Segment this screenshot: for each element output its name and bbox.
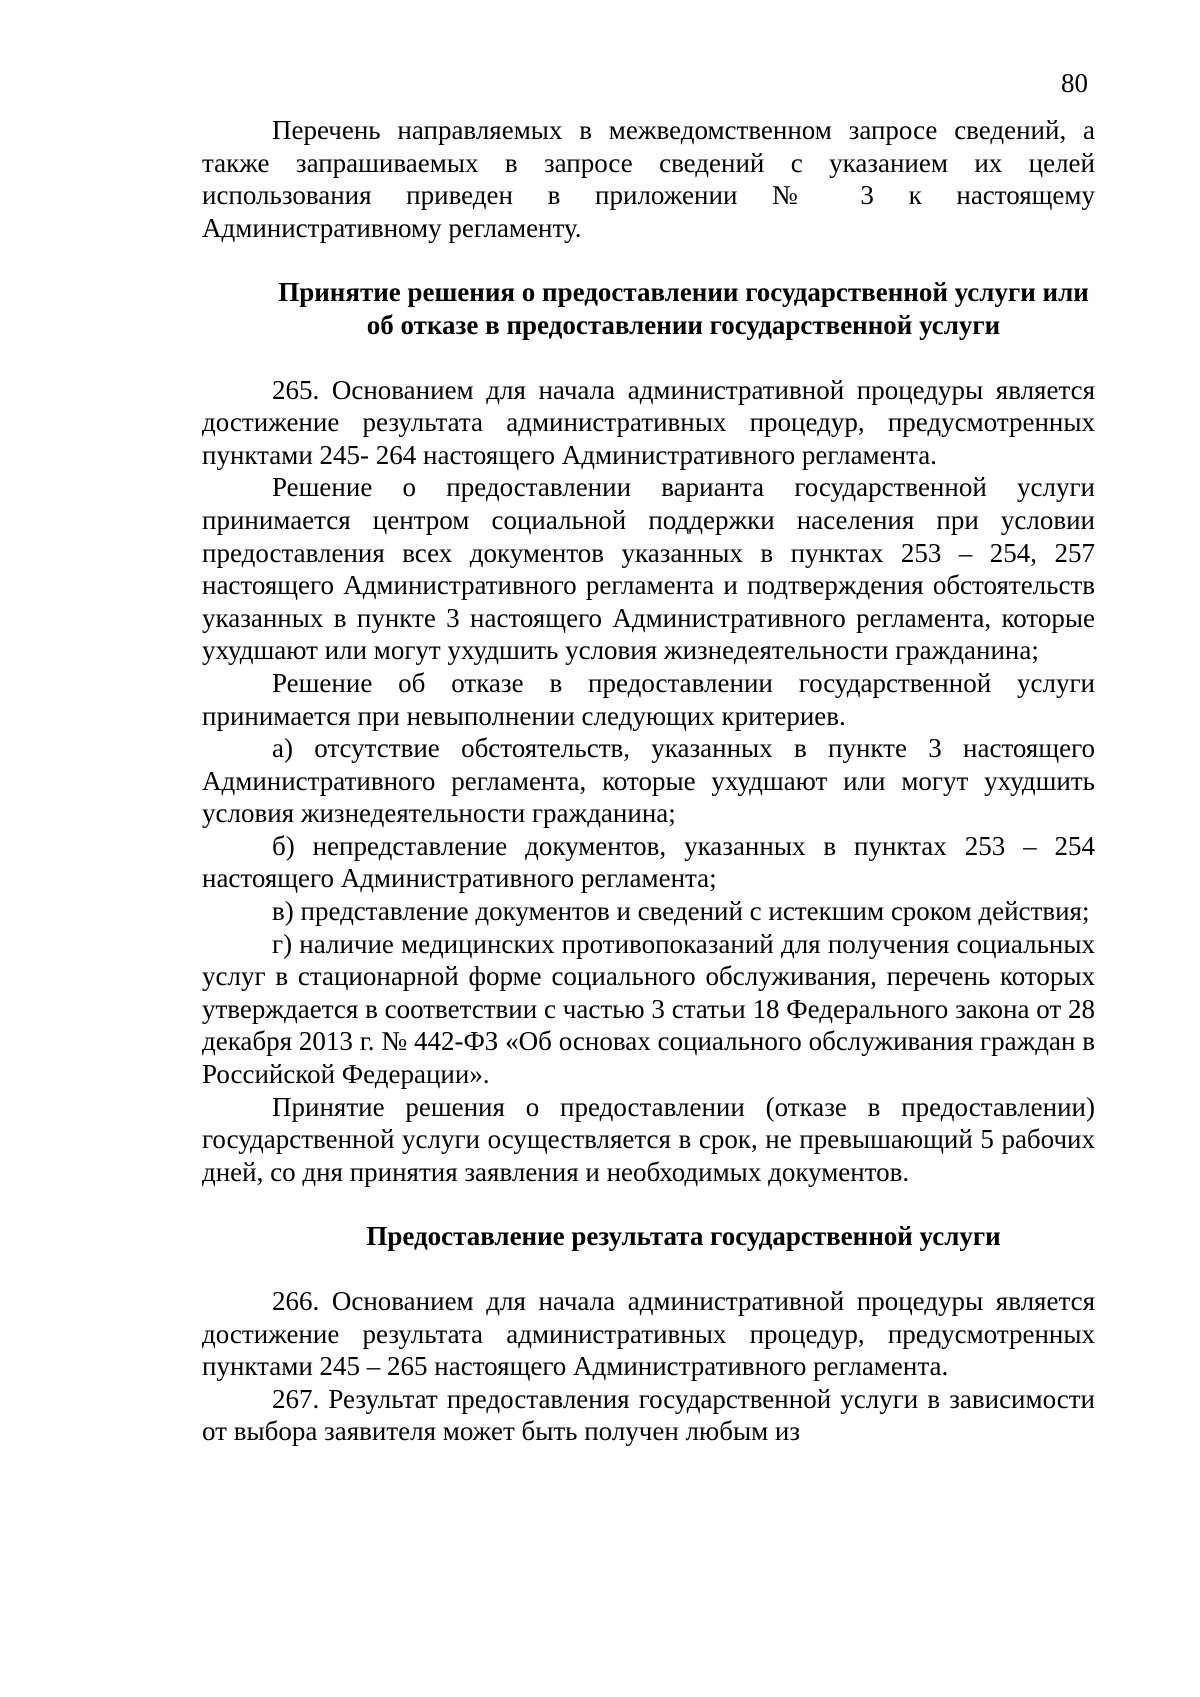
criterion-v: в) представление документов и сведений с истекшим сроком действия; (272, 896, 1090, 927)
criterion-g: г) наличие медицинских противопоказаний для получения социальных услуг в стационарной форме социального обслуживания, перечень которых утверждается в соответствии с частью 3 статьи 18 Федерального закона от 28 декабря 2013 г. № 442-ФЗ «Об основах социального обслуживания граждан в Российской Федерации». (202, 928, 1095, 1090)
criterion-b: б) непредставление документов, указанных в пунктах 253 – 254 настоящего Административного регламента; (202, 830, 1095, 894)
section-heading-decision: Принятие решения о предоставлении государственной услуги или об отказе в предоставлении государственной услуги (278, 277, 1089, 340)
paragraph-265: 265. Основанием для начала административной процедуры является достижение результата административных процедур, предусмотренных пунктами 245- 264 настоящего Административного регламента. (202, 374, 1095, 470)
criterion-a: а) отсутствие обстоятельств, указанных в пункте 3 настоящего Административного регламента, которые ухудшают или могут ухудшить условия жизнедеятельности гражданина; (202, 733, 1095, 829)
paragraph-267: 267. Результат предоставления государственной услуги в зависимости от выбора заявителя может быть получен любым из (202, 1383, 1095, 1447)
intro-paragraph: Перечень направляемых в межведомственном запросе сведений, а также запрашиваемых в запросе сведений с указанием их целей использования приведен в приложении № 3 к настоящему Административному регламенту. (202, 115, 1095, 243)
paragraph-decision-deadline: Принятие решения о предоставлении (отказе в предоставлении) государственной услуги осуществляется в срок, не превышающий 5 рабочих дней, со дня принятия заявления и необходимых документов. (202, 1091, 1095, 1187)
section-heading-result: Предоставление результата государственной услуги (366, 1221, 1001, 1252)
page-number: 80 (1061, 68, 1088, 98)
paragraph-decision-granted: Решение о предоставлении варианта государственной услуги принимается центром социальной поддержки населения при условии предоставления всех документов указанных в пунктах 253 – 254, 257 настоящего Административного регламента и подтверждения обстоятельств указанных в пункте 3 настоящего Административного регламента, которые ухудшают или могут ухудшить условия жизнедеятельности гражданина; (202, 472, 1095, 666)
document-body (202, 114, 1095, 1448)
paragraph-266: 266. Основанием для начала административной процедуры является достижение результата административных процедур, предусмотренных пунктами 245 – 265 настоящего Административного регламента. (202, 1286, 1095, 1382)
paragraph-decision-refused: Решение об отказе в предоставлении государственной услуги принимается при невыполнении следующих критериев. (202, 667, 1095, 731)
